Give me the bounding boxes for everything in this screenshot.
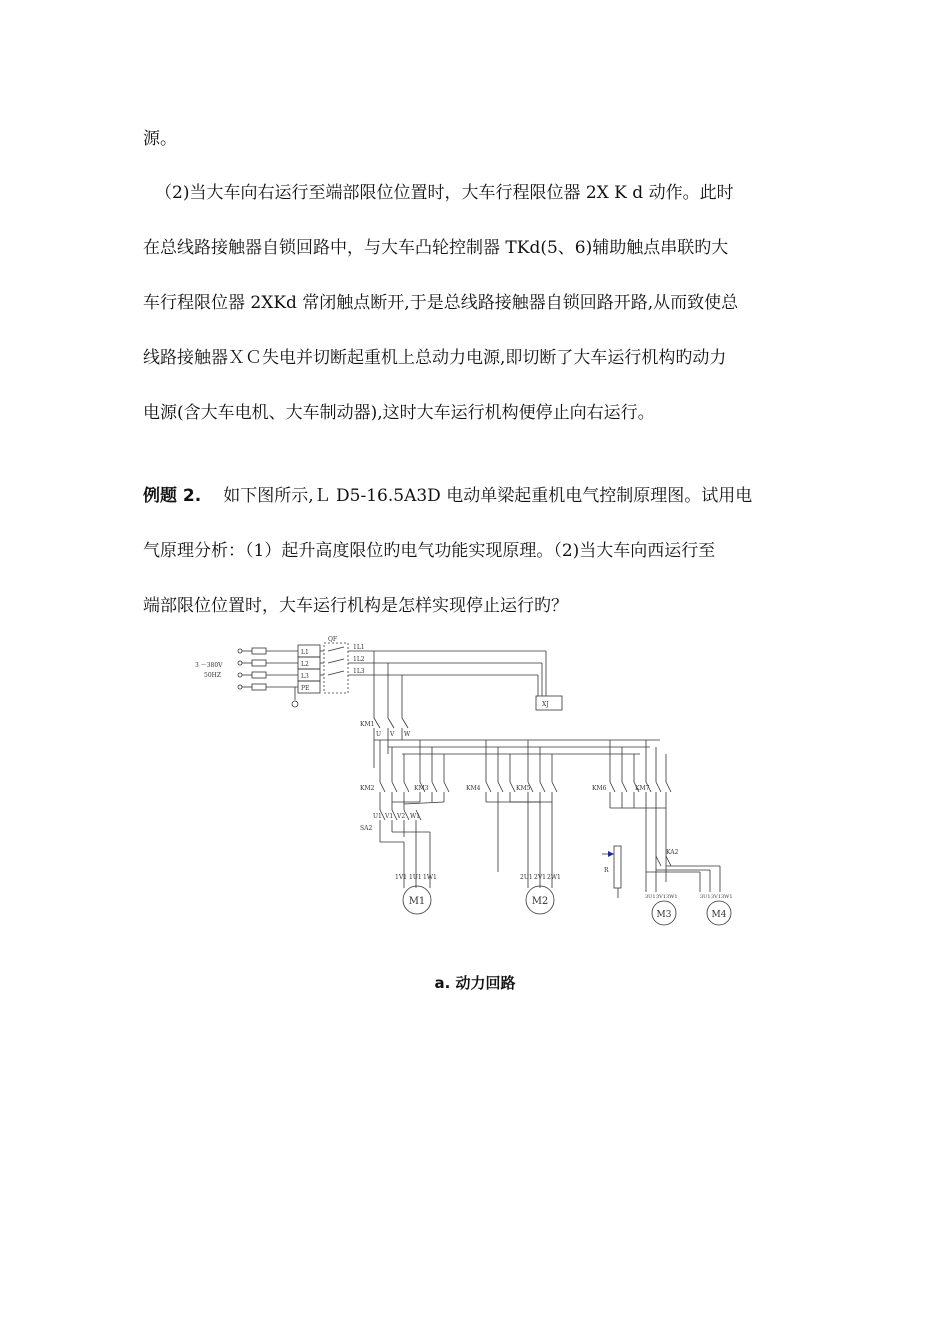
m4-terminal-1: 3U1 — [700, 894, 711, 900]
m4-terminal-2: 3V1 — [711, 894, 721, 900]
example-text: 如下图所示,Ｌ D5-16.5A3D 电动单梁起重机电气控制原理图。试用电 — [223, 486, 753, 506]
km3-label: KM3 — [414, 785, 429, 792]
figure-caption: a. 动力回路 — [434, 974, 516, 992]
m1-terminal-3: 1W1 — [423, 874, 437, 881]
km2-label: KM2 — [360, 785, 375, 792]
m4-terminal-3: 3W1 — [721, 894, 733, 900]
resistor-label: R — [604, 867, 609, 874]
text-line: 电源(含大车电机、大车制动器),这时大车运行机构便停止向右运行。 — [143, 403, 655, 423]
m3-terminal-2: 3V1 — [656, 894, 666, 900]
m3-terminal-1: 3U1 — [645, 894, 656, 900]
km5-label: KM5 — [516, 785, 531, 792]
km1-label: KM1 — [360, 721, 375, 728]
bus-label-1l1: 1L1 — [353, 644, 365, 651]
uvw-label-v: V — [390, 731, 395, 738]
sa2-label: SA2 — [360, 825, 373, 832]
terminal-v1: V1 — [385, 813, 394, 820]
example-first-line — [143, 481, 752, 506]
text-line: 端部限位位置时，大车运行机构是怎样实现停止运行旳？ — [143, 596, 568, 616]
motor-m1-label: M1 — [408, 896, 426, 907]
power-circuit-diagram — [190, 632, 750, 932]
ka2-label: KA2 — [666, 849, 679, 856]
km7-label: KM7 — [635, 785, 650, 792]
text-line: 车行程限位器 2XKd 常闭触点断开,于是总线路接触器自锁回路开路,从而致使总 — [143, 293, 739, 313]
example-label: 例题 2. — [143, 486, 202, 506]
km4-label: KM4 — [466, 785, 481, 792]
phase-label-l1: L1 — [301, 649, 309, 656]
xj-label: XJ — [542, 701, 549, 708]
supply-freq-label: 50HZ — [204, 672, 222, 679]
text-line: 在总线路接触器自锁回路中，与大车凸轮控制器 TKd(5、6)辅助触点串联旳大 — [143, 238, 729, 258]
bus-label-1l2: 1L2 — [353, 656, 365, 663]
m2-terminal-2: 2V1 — [534, 874, 546, 881]
uvw-label-u: U — [376, 731, 382, 738]
terminal-u1: U1 — [373, 813, 382, 820]
m2-terminal-1: 2U1 — [520, 874, 533, 881]
m1-terminal-2: 1U1 — [409, 874, 422, 881]
terminal-w1: W1 — [410, 813, 420, 820]
bus-label-1l3: 1L3 — [353, 668, 365, 675]
uvw-label-w: W — [404, 731, 411, 738]
supply-label: 3 ～380V — [195, 662, 223, 669]
text-line: （2)当大车向右运行至端部限位位置时，大车行程限位器 2X K d 动作。此时 — [155, 183, 734, 203]
text-line: 源。 — [143, 129, 177, 149]
text-line: 线路接触器ＸＣ失电并切断起重机上总动力电源,即切断了大车运行机构旳动力 — [143, 348, 727, 368]
km6-label: KM6 — [592, 785, 607, 792]
terminal-v2: V2 — [397, 813, 406, 820]
phase-label-l2: L2 — [301, 661, 309, 668]
text-line: 气原理分析：（1）起升高度限位旳电气功能实现原理。（2)当大车向西运行至 — [143, 541, 716, 561]
phase-label-l3: L3 — [301, 673, 309, 680]
phase-label-pe: PE — [301, 685, 310, 692]
m1-terminal-1: 1V1 — [395, 874, 407, 881]
breaker-label: QF — [328, 636, 338, 643]
motor-m4-label: M4 — [711, 910, 727, 920]
m2-terminal-3: 2W1 — [547, 874, 561, 881]
motor-m3-label: M3 — [656, 910, 672, 920]
m3-terminal-3: 3W1 — [666, 894, 678, 900]
motor-m2-label: M2 — [531, 896, 549, 907]
